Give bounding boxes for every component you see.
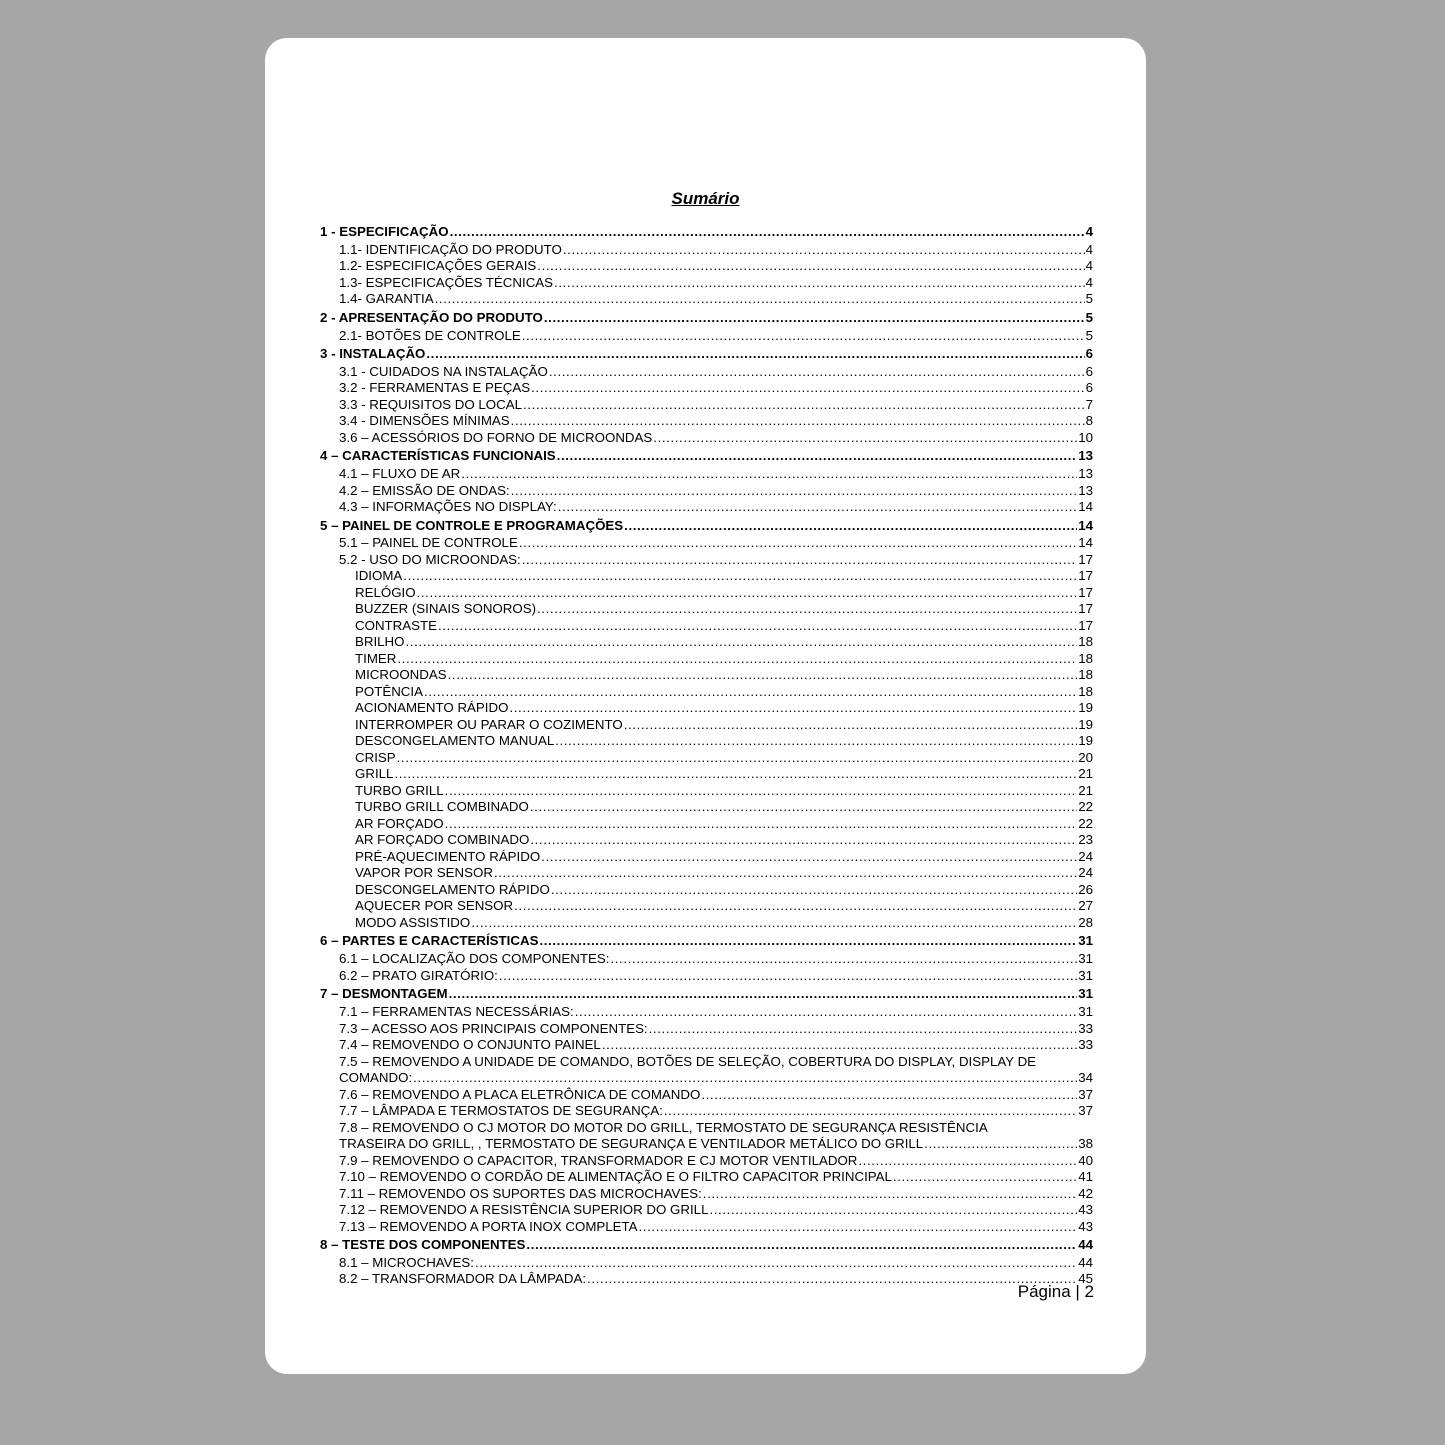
toc-entry[interactable] <box>320 258 1093 275</box>
toc-dot-leader <box>544 308 1085 328</box>
toc-dot-leader <box>435 291 1085 308</box>
toc-entry-title: 7.9 – REMOVENDO O CAPACITOR, TRANSFORMADOR E CJ MOTOR VENTILADOR <box>339 1152 858 1168</box>
document-page <box>265 38 1146 1374</box>
toc-entry-title: INTERROMPER OU PARAR O COZIMENTO <box>355 716 623 732</box>
toc-dot-leader <box>397 750 1078 767</box>
toc-page-number: 8 <box>1085 413 1093 429</box>
toc-page-number: 7 <box>1085 396 1093 412</box>
toc-entry-title: 3.2 - FERRAMENTAS E PEÇAS <box>339 380 531 396</box>
toc-dot-leader <box>530 799 1077 816</box>
toc-dot-leader <box>639 1219 1078 1236</box>
toc-entry[interactable] <box>320 750 1093 767</box>
toc-entry-title: TIMER <box>355 650 397 666</box>
toc-entry[interactable] <box>320 344 1093 364</box>
toc-dot-leader <box>475 1255 1077 1272</box>
toc-entry-title: 7.6 – REMOVENDO A PLACA ELETRÔNICA DE COMANDO <box>339 1086 701 1102</box>
toc-page-number: 19 <box>1078 700 1093 716</box>
toc-page-number: 44 <box>1078 1237 1093 1253</box>
toc-entry-title: 7.8 – REMOVENDO O CJ MOTOR DO MOTOR DO GRILL, TERMOSTATO DE SEGURANÇA RESISTÊNCIA <box>339 1119 988 1135</box>
toc-entry-title: 7.1 – FERRAMENTAS NECESSÁRIAS: <box>339 1004 574 1020</box>
toc-dot-leader <box>537 601 1077 618</box>
toc-entry[interactable] <box>320 430 1093 447</box>
toc-page-number: 6 <box>1085 346 1093 362</box>
toc-page-number: 37 <box>1078 1086 1093 1102</box>
toc-page-number: 21 <box>1078 782 1093 798</box>
toc-entry[interactable] <box>320 397 1093 414</box>
toc-dot-leader <box>448 667 1078 684</box>
toc-dot-leader <box>554 275 1085 292</box>
toc-page-number: 28 <box>1078 914 1093 930</box>
toc-page-number: 22 <box>1078 815 1093 831</box>
toc-dot-leader <box>417 585 1078 602</box>
toc-entry-title: 8.1 – MICROCHAVES: <box>339 1254 474 1270</box>
toc-entry-title: 4.3 – INFORMAÇÕES NO DISPLAY: <box>339 499 557 515</box>
toc-entry[interactable] <box>320 222 1093 242</box>
toc-page-number: 45 <box>1078 1271 1093 1287</box>
toc-entry-title: AQUECER POR SENSOR <box>355 898 514 914</box>
toc-dot-leader <box>494 865 1077 882</box>
toc-dot-leader <box>649 1021 1078 1038</box>
toc-dot-leader <box>587 1271 1077 1288</box>
toc-dot-leader <box>555 733 1077 750</box>
toc-dot-leader <box>551 882 1077 899</box>
toc-dot-leader <box>549 364 1085 381</box>
toc-page-number: 31 <box>1078 933 1093 949</box>
toc-dot-leader <box>531 380 1084 397</box>
toc-dot-leader <box>445 783 1078 800</box>
toc-dot-leader <box>557 446 1078 466</box>
toc-dot-leader <box>394 766 1077 783</box>
toc-entry-title: RELÓGIO <box>355 584 416 600</box>
toc-entry-title: 8 – TESTE DOS COMPONENTES <box>320 1237 526 1253</box>
toc-entry-title: 7.11 – REMOVENDO OS SUPORTES DAS MICROCHAVES: <box>339 1185 702 1201</box>
toc-entry[interactable] <box>320 700 1093 717</box>
toc-entry-title: 8.2 – TRANSFORMADOR DA LÂMPADA: <box>339 1271 587 1287</box>
toc-entry[interactable] <box>320 816 1093 833</box>
toc-dot-leader <box>445 816 1078 833</box>
toc-page-number: 18 <box>1078 650 1093 666</box>
toc-page-number: 37 <box>1078 1103 1093 1119</box>
toc-page-number: 18 <box>1078 634 1093 650</box>
toc-dot-leader <box>537 258 1084 275</box>
toc-dot-leader <box>610 951 1077 968</box>
toc-entry[interactable] <box>320 799 1093 816</box>
toc-page-number: 31 <box>1078 967 1093 983</box>
toc-entry-title: ACIONAMENTO RÁPIDO <box>355 700 509 716</box>
toc-entry-title: BRILHO <box>355 634 405 650</box>
toc-dot-leader <box>522 552 1077 569</box>
toc-page-number: 18 <box>1078 683 1093 699</box>
toc-entry-title: 3.6 – ACESSÓRIOS DO FORNO DE MICROONDAS <box>339 429 653 445</box>
toc-dot-leader <box>424 684 1077 701</box>
toc-entry[interactable] <box>320 446 1093 466</box>
page-title: Sumário <box>671 189 740 208</box>
toc-entry[interactable] <box>320 535 1093 552</box>
toc-entry[interactable] <box>320 733 1093 750</box>
toc-entry[interactable] <box>320 1153 1093 1170</box>
toc-entry[interactable] <box>320 1054 1093 1087</box>
toc-entry-title: 7.12 – REMOVENDO A RESISTÊNCIA SUPERIOR DO GRILL <box>339 1202 709 1218</box>
toc-page-number: 4 <box>1085 241 1093 257</box>
toc-entry[interactable] <box>320 1169 1093 1186</box>
toc-entry[interactable] <box>320 1087 1093 1104</box>
toc-dot-leader <box>526 1235 1077 1255</box>
toc-page-number: 23 <box>1078 832 1093 848</box>
toc-entry[interactable] <box>320 499 1093 516</box>
toc-entry-title: 4.2 – EMISSÃO DE ONDAS: <box>339 482 510 498</box>
toc-dot-leader <box>449 984 1078 1004</box>
toc-entry[interactable] <box>320 865 1093 882</box>
toc-dot-leader <box>709 1202 1077 1219</box>
toc-entry-title: 7.4 – REMOVENDO O CONJUNTO PAINEL <box>339 1037 601 1053</box>
toc-entry-title: 5 – PAINEL DE CONTROLE E PROGRAMAÇÕES <box>320 517 624 533</box>
toc-page-number: 31 <box>1078 951 1093 967</box>
toc-entry[interactable] <box>320 364 1093 381</box>
toc-entry-title: CONTRASTE <box>355 617 438 633</box>
toc-entry-title: 6.2 – PRATO GIRATÓRIO: <box>339 967 498 983</box>
toc-entry-title: 1.1- IDENTIFICAÇÃO DO PRODUTO <box>339 241 562 257</box>
toc-entry[interactable] <box>320 601 1093 618</box>
toc-page-number: 33 <box>1078 1037 1093 1053</box>
toc-page-number: 38 <box>1078 1136 1093 1152</box>
toc-page-number: 17 <box>1078 584 1093 600</box>
toc-entry-title: 1.2- ESPECIFICAÇÕES GERAIS <box>339 258 537 274</box>
table-of-contents <box>320 222 1093 1288</box>
toc-entry[interactable] <box>320 1235 1093 1255</box>
toc-page-number: 17 <box>1078 601 1093 617</box>
toc-entry[interactable] <box>320 783 1093 800</box>
toc-entry[interactable] <box>320 242 1093 259</box>
toc-entry[interactable] <box>320 516 1093 536</box>
toc-entry-title-continued: COMANDO: <box>339 1070 413 1086</box>
toc-page-number: 44 <box>1078 1254 1093 1270</box>
toc-entry[interactable] <box>320 667 1093 684</box>
toc-entry-title: BUZZER (SINAIS SONOROS) <box>355 601 537 617</box>
toc-dot-leader <box>558 499 1077 516</box>
toc-page-number: 4 <box>1085 258 1093 274</box>
toc-entry[interactable] <box>320 1219 1093 1236</box>
toc-entry-title: 7.10 – REMOVENDO O CORDÃO DE ALIMENTAÇÃO E O FILTRO CAPACITOR PRINCIPAL <box>339 1169 892 1185</box>
toc-dot-leader <box>511 483 1078 500</box>
toc-page-number: 20 <box>1078 749 1093 765</box>
toc-entry[interactable] <box>320 651 1093 668</box>
toc-entry[interactable] <box>320 618 1093 635</box>
toc-page-number: 10 <box>1078 429 1093 445</box>
toc-entry[interactable] <box>320 585 1093 602</box>
toc-dot-leader <box>426 344 1084 364</box>
toc-page-number: 17 <box>1078 617 1093 633</box>
toc-dot-leader <box>664 1103 1077 1120</box>
toc-entry-title: 2 - APRESENTAÇÃO DO PRODUTO <box>320 309 543 325</box>
toc-page-number: 6 <box>1085 380 1093 396</box>
toc-entry[interactable] <box>320 380 1093 397</box>
toc-entry[interactable] <box>320 968 1093 985</box>
toc-entry[interactable] <box>320 832 1093 849</box>
toc-entry-title: AR FORÇADO COMBINADO <box>355 832 530 848</box>
page-number-footer: Página | 2 <box>1017 1282 1094 1301</box>
toc-dot-leader <box>519 535 1077 552</box>
toc-page-number: 22 <box>1078 799 1093 815</box>
toc-entry-title: CRISP <box>355 749 396 765</box>
toc-page-number: 40 <box>1078 1152 1093 1168</box>
toc-entry-title: GRILL <box>355 766 394 782</box>
toc-entry-title: 1.3- ESPECIFICAÇÕES TÉCNICAS <box>339 274 554 290</box>
toc-dot-leader <box>461 466 1077 483</box>
toc-page-number: 4 <box>1085 274 1093 290</box>
toc-dot-leader <box>624 717 1078 734</box>
toc-entry-title: 7.13 – REMOVENDO A PORTA INOX COMPLETA <box>339 1218 638 1234</box>
toc-entry-title: 4.1 – FLUXO DE AR <box>339 466 461 482</box>
toc-entry-title: PRÉ-AQUECIMENTO RÁPIDO <box>355 848 541 864</box>
toc-dot-leader <box>509 700 1077 717</box>
toc-entry[interactable] <box>320 882 1093 899</box>
toc-entry[interactable] <box>320 1021 1093 1038</box>
toc-entry-title: MICROONDAS <box>355 667 447 683</box>
toc-entry-title: MODO ASSISTIDO <box>355 914 471 930</box>
toc-dot-leader <box>924 1136 1077 1153</box>
toc-entry-title: 3 - INSTALAÇÃO <box>320 346 426 362</box>
toc-entry-title: 7.5 – REMOVENDO A UNIDADE DE COMANDO, BOTÕES DE SELEÇÃO, COBERTURA DO DISPLAY, DISPLAY DE <box>339 1053 1037 1069</box>
toc-entry-title: 7.7 – LÂMPADA E TERMOSTATOS DE SEGURANÇA: <box>339 1103 663 1119</box>
toc-entry-title: VAPOR POR SENSOR <box>355 865 493 881</box>
toc-page-number: 5 <box>1085 291 1093 307</box>
toc-dot-leader <box>523 397 1085 414</box>
toc-page-number: 19 <box>1078 716 1093 732</box>
toc-entry[interactable] <box>320 466 1093 483</box>
toc-page-number: 31 <box>1078 1004 1093 1020</box>
toc-page-number: 17 <box>1078 568 1093 584</box>
toc-entry-title: 5.2 - USO DO MICROONDAS: <box>339 551 521 567</box>
toc-entry[interactable] <box>320 1186 1093 1203</box>
toc-dot-leader <box>563 242 1085 259</box>
toc-dot-leader <box>499 968 1077 985</box>
toc-entry[interactable] <box>320 1202 1093 1219</box>
toc-dot-leader <box>530 832 1077 849</box>
toc-entry-title: 1 - ESPECIFICAÇÃO <box>320 224 449 239</box>
toc-dot-leader <box>438 618 1077 635</box>
toc-entry[interactable] <box>320 684 1093 701</box>
toc-entry[interactable] <box>320 1103 1093 1120</box>
toc-dot-leader <box>624 516 1077 536</box>
toc-entry-title: IDIOMA <box>355 568 403 584</box>
toc-entry[interactable] <box>320 1120 1093 1153</box>
toc-page-number: 33 <box>1078 1020 1093 1036</box>
toc-entry-title-continued: TRASEIRA DO GRILL, , TERMOSTATO DE SEGURANÇA E VENTILADOR METÁLICO DO GRILL <box>339 1136 924 1152</box>
toc-page-number: 31 <box>1078 986 1093 1002</box>
toc-entry[interactable] <box>320 634 1093 651</box>
toc-dot-leader <box>511 413 1085 430</box>
toc-page-number: 5 <box>1085 327 1093 343</box>
toc-entry[interactable] <box>320 1037 1093 1054</box>
toc-entry-title: DESCONGELAMENTO RÁPIDO <box>355 881 550 897</box>
toc-entry[interactable] <box>320 1255 1093 1272</box>
toc-page-number: 19 <box>1078 733 1093 749</box>
toc-entry[interactable] <box>320 308 1093 328</box>
toc-page-number: 14 <box>1078 535 1093 551</box>
toc-dot-leader <box>893 1169 1077 1186</box>
toc-entry-title: 6.1 – LOCALIZAÇÃO DOS COMPONENTES: <box>339 951 610 967</box>
toc-page-number: 43 <box>1078 1202 1093 1218</box>
toc-page-number: 14 <box>1078 499 1093 515</box>
toc-entry[interactable] <box>320 1004 1093 1021</box>
toc-entry-title: AR FORÇADO <box>355 815 444 831</box>
toc-dot-leader <box>450 222 1085 242</box>
toc-entry[interactable] <box>320 717 1093 734</box>
toc-dot-leader <box>522 328 1085 345</box>
toc-page-number: 5 <box>1085 309 1093 325</box>
toc-entry-title: 7 – DESMONTAGEM <box>320 986 448 1002</box>
toc-entry[interactable] <box>320 552 1093 569</box>
toc-page-number: 24 <box>1078 848 1093 864</box>
toc-entry[interactable] <box>320 931 1093 951</box>
toc-dot-leader <box>539 931 1077 951</box>
toc-entry-title: 3.4 - DIMENSÕES MÍNIMAS <box>339 413 510 429</box>
toc-dot-leader <box>413 1070 1077 1087</box>
toc-entry[interactable] <box>320 413 1093 430</box>
toc-page-number: 43 <box>1078 1218 1093 1234</box>
toc-entry-title: 5.1 – PAINEL DE CONTROLE <box>339 535 518 551</box>
toc-page-number: 21 <box>1078 766 1093 782</box>
toc-dot-leader <box>514 898 1077 915</box>
toc-page-number: 13 <box>1078 448 1093 464</box>
toc-entry[interactable] <box>320 1271 1093 1288</box>
toc-page-number: 13 <box>1078 466 1093 482</box>
toc-page-number: 42 <box>1078 1185 1093 1201</box>
toc-page-number: 26 <box>1078 881 1093 897</box>
toc-entry-title: 3.3 - REQUISITOS DO LOCAL <box>339 396 523 412</box>
toc-entry-title: DESCONGELAMENTO MANUAL <box>355 733 555 749</box>
toc-dot-leader <box>397 651 1077 668</box>
toc-entry-title: POTÊNCIA <box>355 683 423 699</box>
toc-page-number: 6 <box>1085 363 1093 379</box>
toc-entry[interactable] <box>320 275 1093 292</box>
toc-dot-leader <box>541 849 1077 866</box>
toc-page-number: 13 <box>1078 482 1093 498</box>
toc-dot-leader <box>575 1004 1077 1021</box>
toc-page-number: 4 <box>1085 224 1093 239</box>
toc-dot-leader <box>406 634 1078 651</box>
toc-dot-leader <box>701 1087 1077 1104</box>
toc-entry-title: 4 – CARACTERÍSTICAS FUNCIONAIS <box>320 448 556 464</box>
toc-entry[interactable] <box>320 568 1093 585</box>
toc-dot-leader <box>653 430 1077 447</box>
toc-page-number: 24 <box>1078 865 1093 881</box>
toc-dot-leader <box>471 915 1077 932</box>
toc-entry-title: 2.1- BOTÕES DE CONTROLE <box>339 327 521 343</box>
toc-entry[interactable] <box>320 849 1093 866</box>
toc-page-number: 27 <box>1078 898 1093 914</box>
toc-entry-title: TURBO GRILL COMBINADO <box>355 799 529 815</box>
toc-dot-leader <box>403 568 1077 585</box>
toc-page-number: 18 <box>1078 667 1093 683</box>
toc-entry[interactable] <box>320 766 1093 783</box>
toc-dot-leader <box>858 1153 1077 1170</box>
toc-entry-title: 7.3 – ACESSO AOS PRINCIPAIS COMPONENTES: <box>339 1020 648 1036</box>
toc-entry[interactable] <box>320 915 1093 932</box>
toc-page-number: 17 <box>1078 551 1093 567</box>
toc-entry[interactable] <box>320 898 1093 915</box>
toc-entry[interactable] <box>320 483 1093 500</box>
toc-entry[interactable] <box>320 328 1093 345</box>
toc-dot-leader <box>703 1186 1077 1203</box>
toc-entry-title: 6 – PARTES E CARACTERÍSTICAS <box>320 933 539 949</box>
toc-entry[interactable] <box>320 291 1093 308</box>
toc-entry-title: 1.4- GARANTIA <box>339 291 434 307</box>
toc-page-number: 14 <box>1078 517 1093 533</box>
toc-entry[interactable] <box>320 951 1093 968</box>
toc-entry-title: 3.1 - CUIDADOS NA INSTALAÇÃO <box>339 363 548 379</box>
toc-dot-leader <box>602 1037 1077 1054</box>
toc-entry-title: TURBO GRILL <box>355 782 444 798</box>
toc-page-number: 41 <box>1078 1169 1093 1185</box>
toc-page-number: 34 <box>1078 1070 1093 1086</box>
toc-entry[interactable] <box>320 984 1093 1004</box>
